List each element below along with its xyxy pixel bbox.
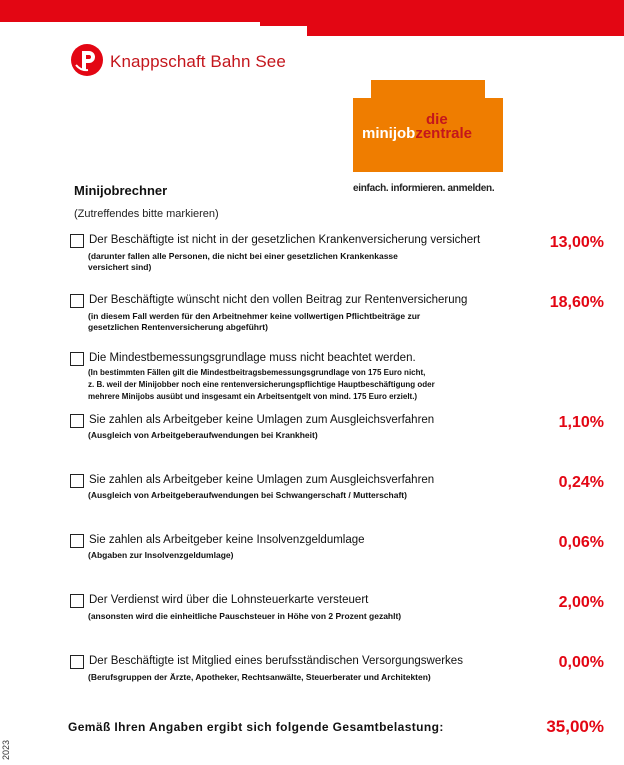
- calculator-title: Minijobrechner: [74, 183, 168, 198]
- top-red-bar-right: [260, 16, 624, 36]
- minijob-logo-zentrale: zentrale: [415, 125, 473, 142]
- option-note: (In bestimmten Fällen gilt die Mindestbeitragsbemessungsgrundlage von 175 Euro nicht, z. B. weil der Minijobber noch eine rentenversicherungspflichtige Hauptbeschäftigung oder mehrere Minijobs ausübt und insgesamt ein Arbeitsentgelt von mind. 175 Euro erzielt.): [88, 368, 435, 401]
- option-value: 18,60%: [549, 294, 604, 311]
- checkbox[interactable]: [70, 474, 84, 488]
- option-value: 1,10%: [558, 414, 604, 431]
- checkbox[interactable]: [70, 534, 84, 548]
- minijob-logo-wordmark: [362, 126, 472, 142]
- checkbox[interactable]: [70, 294, 84, 308]
- checkbox[interactable]: [70, 655, 84, 669]
- minijob-logo-minijob: minijob: [362, 125, 416, 142]
- option-note: (in diesem Fall werden für den Arbeitnehmer keine vollwertigen Pflichtbeiträge zur gesetzlichen Rentenversicherung abgeführt): [88, 311, 421, 332]
- option-label: Sie zahlen als Arbeitgeber keine Umlagen zum Ausgleichsverfahren: [89, 414, 435, 426]
- minijob-logo-die: die: [426, 111, 448, 128]
- option-note: (Ausgleich von Arbeitgeberaufwendungen bei Krankheit): [88, 430, 318, 440]
- total-value: 35,00%: [546, 717, 604, 736]
- option-value: 13,00%: [549, 234, 604, 251]
- option-note: (ansonsten wird die einheitliche Pauschsteuer in Höhe von 2 Prozent gezahlt): [88, 611, 402, 621]
- option-note: (Abgaben zur Insolvenzgeldumlage): [88, 550, 234, 560]
- option-note: (darunter fallen alle Personen, die nicht bei einer gesetzlichen Krankenkasse versichert sind): [88, 251, 398, 272]
- year-label: 2023: [1, 739, 12, 761]
- option-value: 0,24%: [558, 474, 604, 491]
- option-label: Der Beschäftigte ist nicht in der gesetzlichen Krankenversicherung versichert: [89, 234, 481, 246]
- option-note: (Ausgleich von Arbeitgeberaufwendungen bei Schwangerschaft / Mutterschaft): [88, 490, 407, 500]
- checkbox[interactable]: [70, 234, 84, 248]
- option-label: Der Beschäftigte wünscht nicht den vollen Beitrag zur Rentenversicherung: [89, 294, 468, 306]
- minijob-logo-notch-left: [353, 80, 371, 98]
- checkbox[interactable]: [70, 414, 84, 428]
- option-value: 0,00%: [558, 654, 604, 671]
- option-label: Sie zahlen als Arbeitgeber keine Insolvenzgeldumlage: [89, 534, 365, 546]
- minijob-slogan: einfach. informieren. anmelden.: [353, 183, 495, 194]
- calculator-subtitle: (Zutreffendes bitte markieren): [74, 208, 219, 220]
- option-value: 2,00%: [558, 594, 604, 611]
- knappschaft-logo-icon: [70, 43, 104, 77]
- brand-name: Knappschaft Bahn See: [110, 52, 286, 71]
- minijob-logo-notch-right: [485, 80, 503, 98]
- total-label: Gemäß Ihren Angaben ergibt sich folgende Gesamtbelastung:: [68, 720, 444, 734]
- option-label: Die Mindestbemessungsgrundlage muss nicht beachtet werden.: [89, 352, 416, 364]
- checkbox[interactable]: [70, 352, 84, 366]
- option-label: Der Verdienst wird über die Lohnsteuerkarte versteuert: [89, 594, 369, 606]
- option-value: 0,06%: [558, 534, 604, 551]
- checkbox[interactable]: [70, 594, 84, 608]
- option-label: Sie zahlen als Arbeitgeber keine Umlagen zum Ausgleichsverfahren: [89, 474, 435, 486]
- option-label: Der Beschäftigte ist Mitglied eines berufsständischen Versorgungswerkes: [89, 655, 463, 667]
- option-note: (Berufsgruppen der Ärzte, Apotheker, Rechtsanwälte, Steuerberater und Architekten): [88, 672, 431, 682]
